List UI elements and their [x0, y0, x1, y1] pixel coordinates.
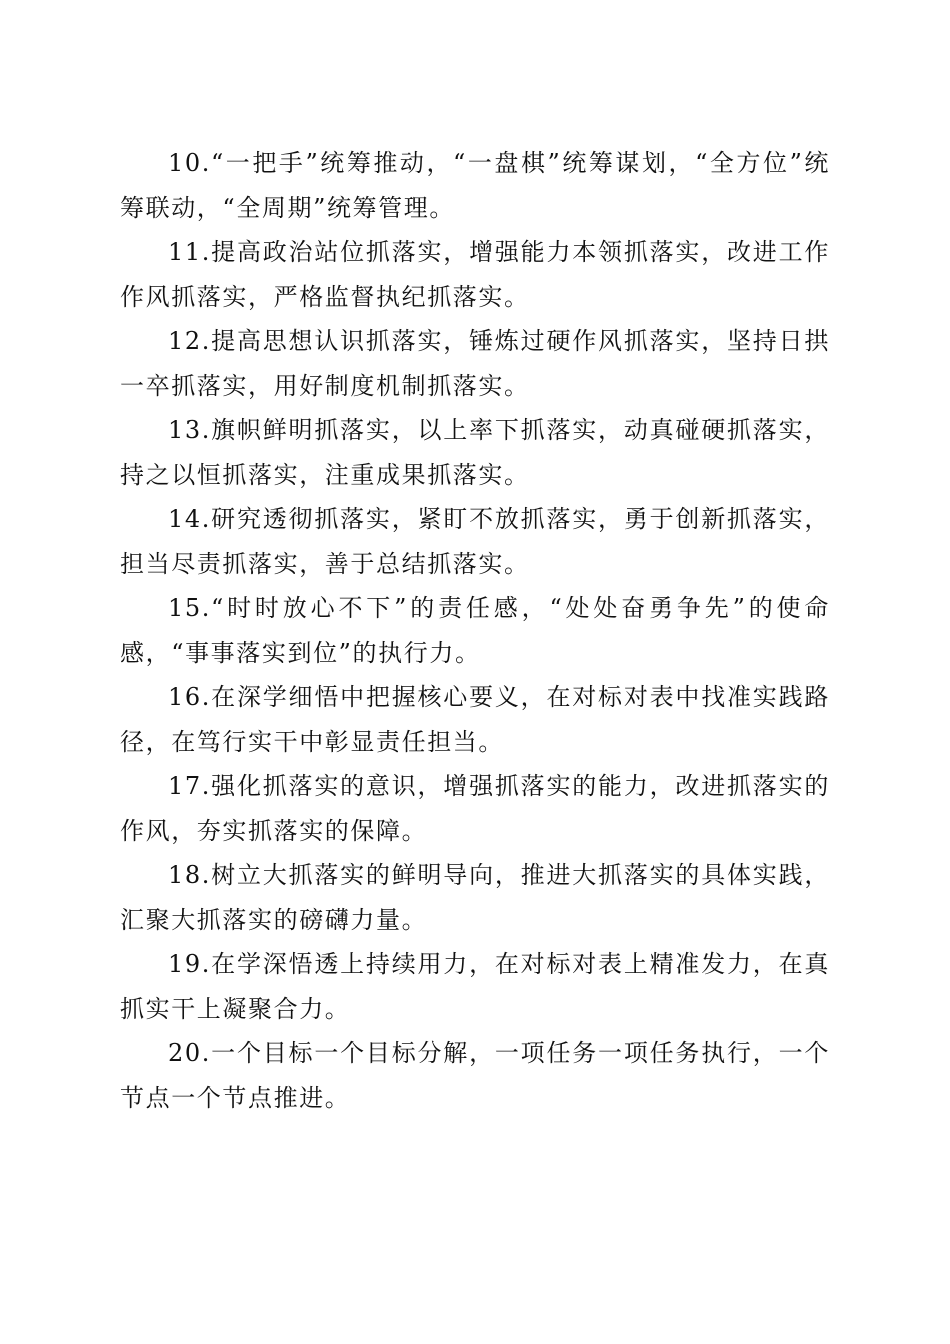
paragraph-18: 18.树立大抓落实的鲜明导向，推进大抓落实的具体实践，汇聚大抓落实的磅礴力量。: [120, 861, 830, 934]
paragraph-12: 12.提高思想认识抓落实，锤炼过硬作风抓落实，坚持日拱一卒抓落实，用好制度机制抓落实。: [120, 327, 830, 400]
paragraph-20: 20.一个目标一个目标分解，一项任务一项任务执行，一个节点一个节点推进。: [120, 1039, 830, 1112]
paragraph-10: 10.“一把手”统筹推动，“一盘棋”统筹谋划，“全方位”统筹联动，“全周期”统筹管理。: [120, 149, 830, 222]
paragraph-15: 15.“时时放心不下”的责任感，“处处奋勇争先”的使命感，“事事落实到位”的执行力。: [120, 594, 830, 667]
paragraph-11: 11.提高政治站位抓落实，增强能力本领抓落实，改进工作作风抓落实，严格监督执纪抓落实。: [120, 238, 830, 311]
paragraph-14: 14.研究透彻抓落实，紧盯不放抓落实，勇于创新抓落实，担当尽责抓落实，善于总结抓落实。: [120, 505, 830, 578]
paragraph-17: 17.强化抓落实的意识，增强抓落实的能力，改进抓落实的作风，夯实抓落实的保障。: [120, 772, 830, 845]
document-body: [120, 141, 830, 1120]
paragraph-13: 13.旗帜鲜明抓落实，以上率下抓落实，动真碰硬抓落实，持之以恒抓落实，注重成果抓落实。: [120, 416, 830, 489]
paragraph-16: 16.在深学细悟中把握核心要义，在对标对表中找准实践路径，在笃行实干中彰显责任担当。: [120, 683, 830, 756]
paragraph-19: 19.在学深悟透上持续用力，在对标对表上精准发力，在真抓实干上凝聚合力。: [120, 950, 830, 1023]
